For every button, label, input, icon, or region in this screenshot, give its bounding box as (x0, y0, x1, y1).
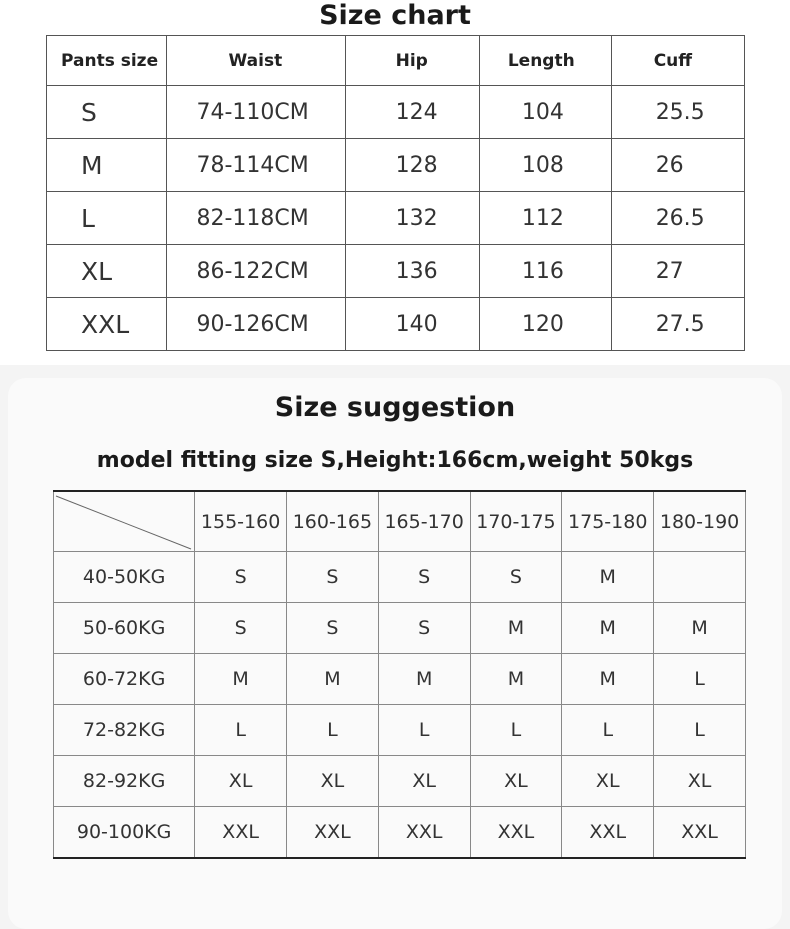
suggested-size-cell: XXL (378, 807, 470, 859)
size-suggestion-table (53, 490, 746, 859)
suggested-size-cell: XL (562, 756, 654, 807)
measurement-cell: 25.5 (611, 86, 744, 139)
suggested-size-cell: L (378, 705, 470, 756)
suggested-size-cell: XL (287, 756, 379, 807)
measurement-cell: 128 (345, 139, 479, 192)
weight-label-cell: 82-92KG (54, 756, 195, 807)
suggested-size-cell: XXL (470, 807, 562, 859)
suggested-size-cell: XXL (562, 807, 654, 859)
measurement-cell: 140 (345, 298, 479, 351)
suggested-size-cell: XXL (195, 807, 287, 859)
weight-row (54, 654, 746, 705)
height-header: 180-190 (654, 491, 746, 552)
suggested-size-cell: XL (470, 756, 562, 807)
measurement-cell: 120 (479, 298, 611, 351)
weight-label-cell: 40-50KG (54, 552, 195, 603)
suggested-size-cell: M (562, 603, 654, 654)
measurement-cell: 27 (611, 245, 744, 298)
suggested-size-cell: L (562, 705, 654, 756)
weight-row (54, 603, 746, 654)
measurement-cell: 90-126CM (166, 298, 345, 351)
measurement-cell: 74-110CM (166, 86, 345, 139)
size-label-cell: L (47, 192, 167, 245)
header-hip: Hip (345, 36, 479, 86)
size-chart-row (47, 298, 745, 351)
measurement-cell: 116 (479, 245, 611, 298)
suggested-size-cell: M (562, 552, 654, 603)
height-header: 155-160 (195, 491, 287, 552)
suggested-size-cell: S (378, 552, 470, 603)
suggested-size-cell: XXL (654, 807, 746, 859)
height-header: 165-170 (378, 491, 470, 552)
suggested-size-cell: S (470, 552, 562, 603)
suggested-size-cell: M (470, 603, 562, 654)
size-chart-header-row (47, 36, 745, 86)
suggested-size-cell: L (287, 705, 379, 756)
size-chart-table (46, 35, 745, 351)
measurement-cell: 78-114CM (166, 139, 345, 192)
header-cuff: Cuff (611, 36, 744, 86)
size-label-cell: XL (47, 245, 167, 298)
diagonal-line-icon (54, 492, 193, 551)
size-suggestion-subtitle: model fitting size S,Height:166cm,weight 50kgs (96, 448, 694, 473)
suggested-size-cell: M (287, 654, 379, 705)
height-header: 170-175 (470, 491, 562, 552)
suggested-size-cell: M (470, 654, 562, 705)
weight-row (54, 552, 746, 603)
measurement-cell: 82-118CM (166, 192, 345, 245)
suggested-size-cell: L (654, 705, 746, 756)
weight-row (54, 807, 746, 859)
measurement-cell: 124 (345, 86, 479, 139)
size-label-cell: XXL (47, 298, 167, 351)
size-suggestion-title: Size suggestion (274, 392, 516, 423)
header-pants-size: Pants size (47, 36, 167, 86)
measurement-cell: 136 (345, 245, 479, 298)
suggested-size-cell: S (287, 552, 379, 603)
suggested-size-cell: XL (654, 756, 746, 807)
suggested-size-cell: S (287, 603, 379, 654)
suggested-size-cell: L (195, 705, 287, 756)
suggested-size-cell: XL (195, 756, 287, 807)
height-header: 160-165 (287, 491, 379, 552)
size-chart-row (47, 139, 745, 192)
measurement-cell: 86-122CM (166, 245, 345, 298)
header-length: Length (479, 36, 611, 86)
measurement-cell: 27.5 (611, 298, 744, 351)
size-chart-title: Size chart (319, 0, 471, 31)
weight-label-cell: 72-82KG (54, 705, 195, 756)
measurement-cell: 26.5 (611, 192, 744, 245)
suggested-size-cell: XXL (287, 807, 379, 859)
header-waist: Waist (166, 36, 345, 86)
weight-label-cell: 90-100KG (54, 807, 195, 859)
suggested-size-cell: S (195, 552, 287, 603)
suggested-size-cell: S (195, 603, 287, 654)
suggested-size-cell: L (470, 705, 562, 756)
height-header: 175-180 (562, 491, 654, 552)
measurement-cell: 26 (611, 139, 744, 192)
measurement-cell: 132 (345, 192, 479, 245)
measurement-cell: 104 (479, 86, 611, 139)
measurement-cell: 108 (479, 139, 611, 192)
weight-label-cell: 60-72KG (54, 654, 195, 705)
measurement-cell: 112 (479, 192, 611, 245)
suggested-size-cell: M (562, 654, 654, 705)
suggested-size-cell (654, 552, 746, 603)
weight-row (54, 705, 746, 756)
suggested-size-cell: L (654, 654, 746, 705)
size-label-cell: M (47, 139, 167, 192)
size-chart-row (47, 192, 745, 245)
weight-label-cell: 50-60KG (54, 603, 195, 654)
diagonal-corner-cell (54, 491, 195, 552)
suggested-size-cell: XL (378, 756, 470, 807)
size-chart-row (47, 245, 745, 298)
suggested-size-cell: S (378, 603, 470, 654)
height-header-row (54, 491, 746, 552)
suggested-size-cell: M (378, 654, 470, 705)
size-chart-row (47, 86, 745, 139)
weight-row (54, 756, 746, 807)
size-label-cell: S (47, 86, 167, 139)
suggested-size-cell: M (195, 654, 287, 705)
suggested-size-cell: M (654, 603, 746, 654)
